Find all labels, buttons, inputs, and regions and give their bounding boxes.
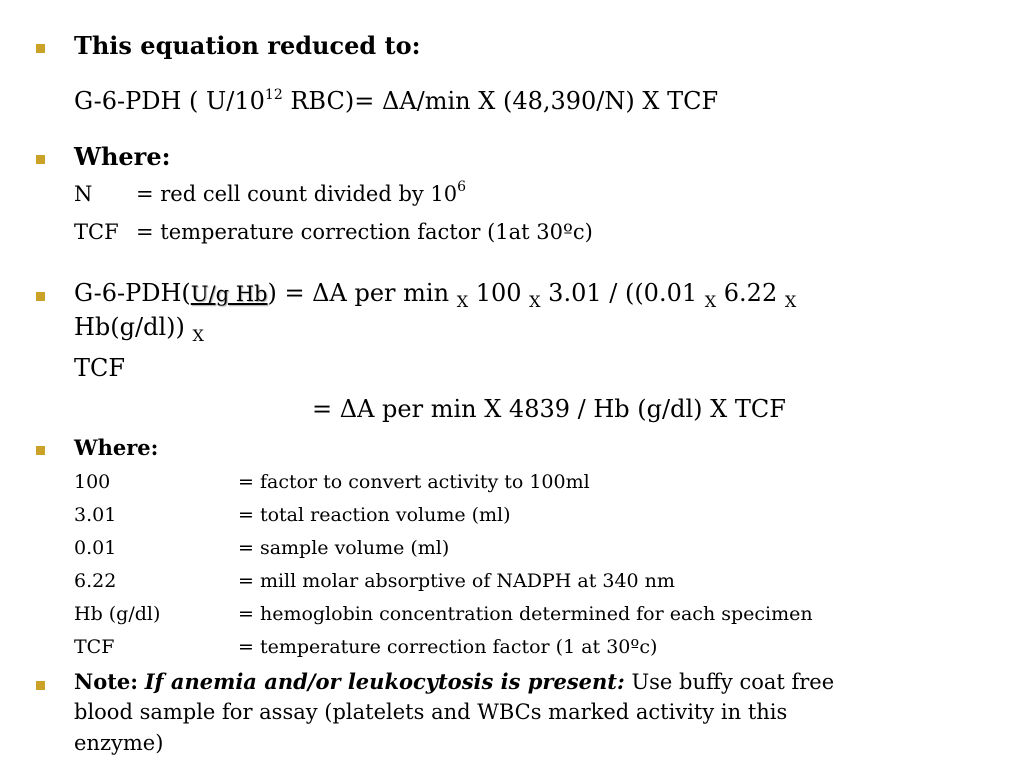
where1-term: N xyxy=(74,182,93,206)
bullet-1 xyxy=(36,44,45,53)
where1-def: = temperature correction factor (1at 30ºc) xyxy=(136,220,593,244)
formula-hb: Hb(g/dl)) xyxy=(74,313,193,341)
where2-term: 3.01 xyxy=(74,504,117,526)
equation-part-a: G-6-PDH ( U/10 xyxy=(74,87,265,115)
formula-301: 3.01 / ((0.01 xyxy=(540,279,705,307)
equation-exponent: 12 xyxy=(264,87,283,103)
where1-def-text: = red cell count divided by 10 xyxy=(136,182,458,206)
formula-x: X xyxy=(704,292,717,311)
where2-def: = sample volume (ml) xyxy=(238,537,450,559)
where2-term: Hb (g/dl) xyxy=(74,603,161,625)
where1-def-exponent: 6 xyxy=(457,179,467,195)
where2-term: 0.01 xyxy=(74,537,117,559)
formula-100: 100 xyxy=(468,279,530,307)
formula-result: = ΔA per min X 4839 / Hb (g/dl) X TCF xyxy=(312,395,786,423)
where2-def: = hemoglobin concentration determined for each specimen xyxy=(238,603,813,625)
where2-def: = total reaction volume (ml) xyxy=(238,504,511,526)
note-line-1 xyxy=(74,669,834,694)
formula-after-unit: ) = ΔA per min xyxy=(267,279,450,307)
section-title-equation: This equation reduced to: xyxy=(74,31,421,60)
formula-tcf: TCF xyxy=(74,354,126,382)
formula-x: X xyxy=(529,292,541,311)
note-label: Note: xyxy=(74,669,139,694)
section-title-where-1: Where: xyxy=(74,142,171,171)
note-text-1: Use buffy coat free xyxy=(631,670,835,694)
formula-x: X xyxy=(456,292,469,311)
formula-unit: U/g Hb xyxy=(190,282,268,306)
bullet-3 xyxy=(36,292,45,301)
where2-def: = factor to convert activity to 100ml xyxy=(238,471,590,493)
where1-def xyxy=(136,179,467,206)
bullet-2 xyxy=(36,155,45,164)
formula-x: X xyxy=(784,292,797,311)
where1-term: TCF xyxy=(74,220,119,244)
note-line-3: enzyme) xyxy=(74,731,164,755)
formula-622: 6.22 xyxy=(716,279,785,307)
bullet-4 xyxy=(36,446,45,455)
where2-term: 100 xyxy=(74,471,111,493)
where2-def: = temperature correction factor (1 at 30ºc) xyxy=(238,636,658,658)
where2-term: 6.22 xyxy=(74,570,117,592)
formula-line-2 xyxy=(74,313,204,345)
bullet-5 xyxy=(36,681,45,690)
section-title-where-2: Where: xyxy=(74,435,159,460)
note-emphasis: If anemia and/or leukocytosis is present: xyxy=(144,669,625,694)
formula-line-1 xyxy=(74,279,797,311)
equation-part-b: RBC)= ΔA/min X (48,390/N) X TCF xyxy=(282,87,719,115)
where2-def: = mill molar absorptive of NADPH at 340 nm xyxy=(238,570,675,592)
note-line-2: blood sample for assay (platelets and WBCs marked activity in this xyxy=(74,700,788,724)
equation-reduced xyxy=(74,87,718,115)
where2-term: TCF xyxy=(74,636,115,658)
formula-prefix: G-6-PDH( xyxy=(74,279,191,307)
formula-x: X xyxy=(192,326,204,345)
